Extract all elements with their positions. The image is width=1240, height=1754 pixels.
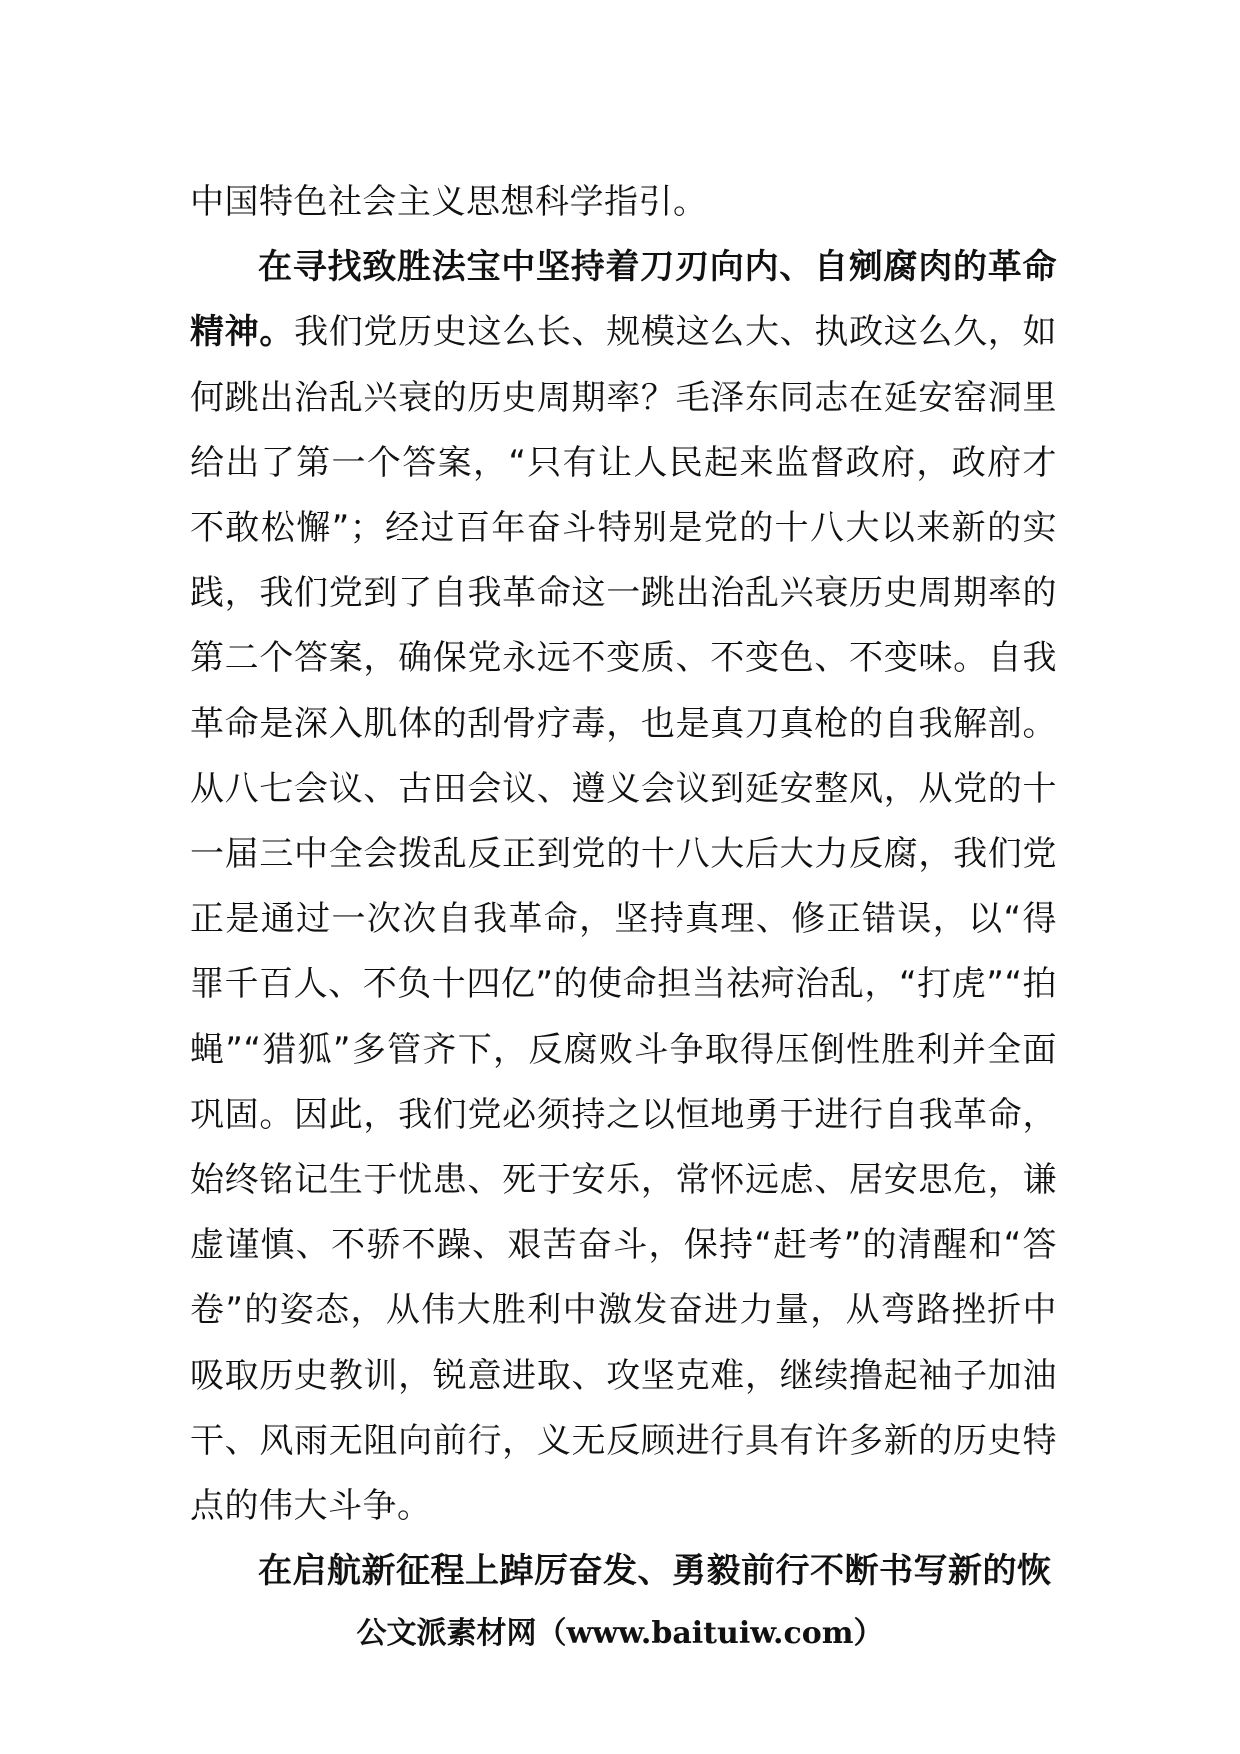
paragraph-1-text: 中国特色社会主义思想科学指引。 <box>190 182 708 222</box>
paragraph-2 <box>190 235 1057 1539</box>
paragraph-3 <box>190 1539 1057 1604</box>
document-body <box>190 170 1057 1604</box>
paragraph-1 <box>190 170 1057 235</box>
paragraph-2-lead: 在寻找致胜法宝中坚持着刀刃向内、自剜腐肉的革命精神。 <box>190 247 1057 353</box>
paragraph-2-text: 我们党历史这么长、规模这么大、执政这么久，如何跳出治乱兴衰的历史周期率？毛泽东同志在延安窑洞里给出了第一个答案，“只有让人民起来监督政府，政府才不敢松懈”；经过百年奋斗特别是党的十八大以来新的实践，我们党到了自我革命这一跳出治乱兴衰历史周期率的第二个答案，确保党永远不变质、不变色、不变味。自我革命是深入肌体的刮骨疗毒，也是真刀真枪的自我解剖。从八七会议、古田会议、遵义会议到延安整风，从党的十一届三中全会拨乱反正到党的十八大后大力反腐，我们党正是通过一次次自我革命，坚持真理、修正错误，以“得罪千百人、不负十四亿”的使命担当祛疴治乱，“打虎”“拍蝇”“猎狐”多管齐下，反腐败斗争取得压倒性胜利并全面巩固。因此，我们党必须持之以恒地勇于进行自我革命，始终铭记生于忧患、死于安乐，常怀远虑、居安思危，谦虚谨慎、不骄不躁、艰苦奋斗，保持“赶考”的清醒和“答卷”的姿态，从伟大胜利中激发奋进力量，从弯路挫折中吸取历史教训，锐意进取、攻坚克难，继续撸起袖子加油干、风雨无阻向前行，义无反顾进行具有许多新的历史特点的伟大斗争。 <box>190 312 1057 1527</box>
paragraph-3-lead: 在启航新征程上踔厉奋发、勇毅前行不断书写新的恢 <box>258 1551 1052 1592</box>
footer-watermark: 公文派素材网（www.baituiw.com） <box>356 1616 884 1651</box>
